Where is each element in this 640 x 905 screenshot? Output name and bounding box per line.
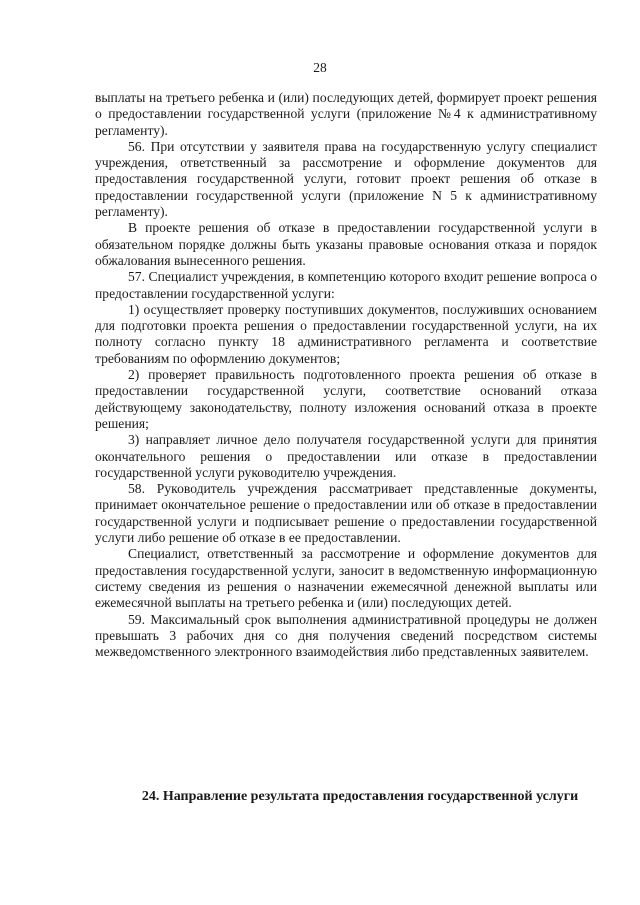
- paragraph: Специалист, ответственный за рассмотрение и оформление документов для предоставления государственной услуги, заносит в ведомственную информационную систему сведения из решения о назначении ежемесячной денежной выплаты или ежемесячной выплаты на третьего ребенка и (или) последующих детей.: [95, 546, 597, 611]
- paragraph: выплаты на третьего ребенка и (или) последующих детей, формирует проект решения о предоставлении государственной услуги (приложение №4 к административному регламенту).: [95, 90, 597, 138]
- paragraph: 57. Специалист учреждения, в компетенцию которого входит решение вопроса о предоставлении государственной услуги:: [95, 269, 597, 301]
- section-heading: 24. Направление результата предоставления государственной услуги: [141, 789, 579, 804]
- paragraph: 1) осуществляет проверку поступивших документов, послуживших основанием для подготовки проекта решения о предоставлении государственной услуги, на их полноту согласно пункту 18 административного регламента и соответствие требованиям по оформлению документов;: [95, 301, 597, 366]
- paragraph: 2) проверяет правильность подготовленного проекта решения об отказе в предоставлении государственной услуги, соответствие оснований отказа действующему законодательству, полноту изложения оснований отказа в проекте решения;: [95, 367, 597, 431]
- paragraph: 56. При отсутствии у заявителя права на государственную услугу специалист учреждения, ответственный за рассмотрение и оформление документов для предоставления государственной услуги, готовит проект решения об отказе в предоставлении государственной услуги (приложение N 5 к административному регламенту).: [95, 138, 597, 220]
- body-text: [95, 90, 597, 660]
- paragraph: В проекте решения об отказе в предоставлении государственной услуги в обязательном порядке должны быть указаны правовые основания отказа и порядок обжалования вынесенного решения.: [95, 220, 597, 268]
- paragraph: 58. Руководитель учреждения рассматривает представленные документы, принимает окончательное решение о предоставлении или об отказе в предоставлении государственной услуги и подписывает решение о предоставлении государственной услуги либо решение об отказе в ее предоставлении.: [95, 481, 597, 546]
- paragraph: 59. Максимальный срок выполнения административной процедуры не должен превышать 3 рабочих дня со дня получения сведений посредством системы межведомственного электронного взаимодействия либо представленных заявителем.: [95, 611, 597, 660]
- paragraph: 3) направляет личное дело получателя государственной услуги для принятия окончательного решения о предоставлении или отказе в предоставлении государственной услуги руководителю учреждения.: [95, 432, 597, 480]
- page-number: 28: [313, 60, 327, 75]
